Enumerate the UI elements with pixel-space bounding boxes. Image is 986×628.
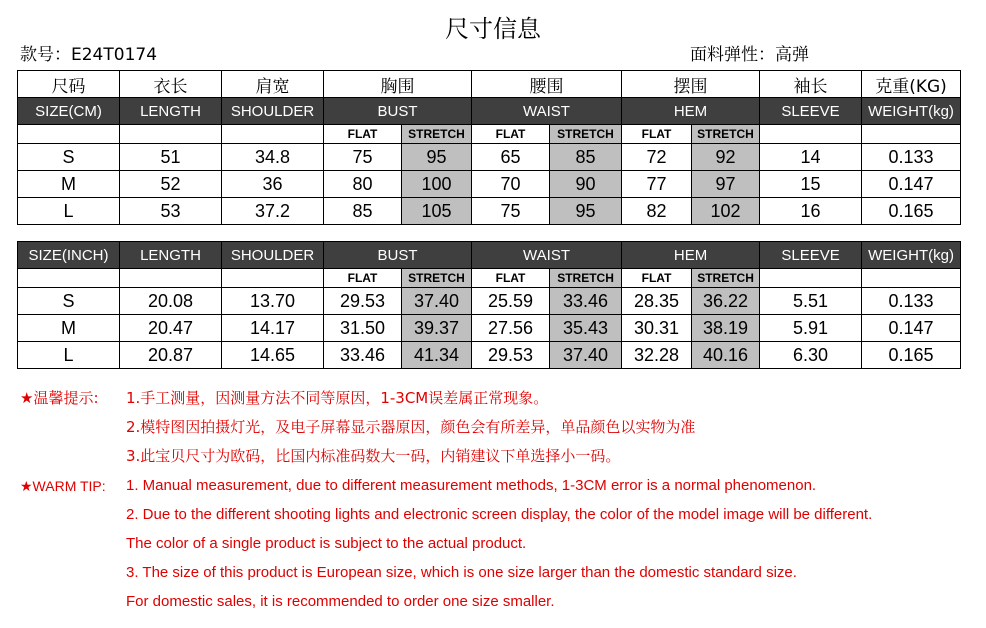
subheader-stretch: STRETCH	[402, 125, 472, 144]
cell-hem-stretch: 38.19	[692, 315, 760, 342]
cell-bust-flat: 33.46	[324, 342, 402, 369]
cell-shoulder: 13.70	[222, 288, 324, 315]
table-row	[18, 144, 961, 171]
cell-bust-stretch: 100	[402, 171, 472, 198]
size-table-inch	[17, 241, 961, 369]
cell-hem-stretch: 97	[692, 171, 760, 198]
header-shoulder: SHOULDER	[222, 242, 324, 269]
subheader-stretch: STRETCH	[550, 269, 622, 288]
header-weight: WEIGHT(kg)	[862, 242, 961, 269]
cell-bust-flat: 80	[324, 171, 402, 198]
warm-tip-label-cn: ★温馨提示:	[20, 389, 99, 407]
cell-weight: 0.133	[862, 144, 961, 171]
cell-shoulder: 36	[222, 171, 324, 198]
chinese-header-row	[18, 71, 961, 98]
cell-hem-flat: 30.31	[622, 315, 692, 342]
header-size: SIZE(INCH)	[18, 242, 120, 269]
header-row	[18, 242, 961, 269]
subheader-empty	[222, 269, 324, 288]
header-length: LENGTH	[120, 98, 222, 125]
cell-hem-flat: 82	[622, 198, 692, 225]
cell-waist-flat: 75	[472, 198, 550, 225]
subheader-empty	[18, 125, 120, 144]
cell-shoulder: 14.65	[222, 342, 324, 369]
cell-hem-stretch: 40.16	[692, 342, 760, 369]
cell-waist-flat: 25.59	[472, 288, 550, 315]
cell-shoulder: 37.2	[222, 198, 324, 225]
size-table-cm	[17, 70, 961, 225]
cn-header-size: 尺码	[18, 71, 120, 98]
header-waist: WAIST	[472, 98, 622, 125]
cell-hem-stretch: 36.22	[692, 288, 760, 315]
cell-hem-flat: 72	[622, 144, 692, 171]
cell-length: 53	[120, 198, 222, 225]
subheader-flat: FLAT	[622, 125, 692, 144]
header-waist: WAIST	[472, 242, 622, 269]
note-cn-line: 3.此宝贝尺寸为欧码，比国内标准码数大一码，内销建议下单选择小一码。	[126, 447, 621, 465]
cell-bust-stretch: 39.37	[402, 315, 472, 342]
cell-waist-stretch: 90	[550, 171, 622, 198]
table-row	[18, 171, 961, 198]
subheader-empty	[760, 269, 862, 288]
cell-weight: 0.165	[862, 342, 961, 369]
subheader-empty	[760, 125, 862, 144]
header-bust: BUST	[324, 98, 472, 125]
table-row	[18, 288, 961, 315]
cell-length: 51	[120, 144, 222, 171]
table-row	[18, 315, 961, 342]
header-bust: BUST	[324, 242, 472, 269]
subheader-stretch: STRETCH	[402, 269, 472, 288]
cell-sleeve: 16	[760, 198, 862, 225]
cell-waist-flat: 70	[472, 171, 550, 198]
subheader-stretch: STRETCH	[692, 125, 760, 144]
cell-bust-stretch: 95	[402, 144, 472, 171]
header-sleeve: SLEEVE	[760, 242, 862, 269]
cell-bust-stretch: 37.40	[402, 288, 472, 315]
cell-hem-flat: 28.35	[622, 288, 692, 315]
cell-size: S	[18, 144, 120, 171]
subheader-empty	[222, 125, 324, 144]
page-title: 尺寸信息	[445, 15, 541, 43]
note-en-line: 2. Due to the different shooting lights and electronic screen display, the color of the model image will be different.	[126, 506, 873, 523]
cell-weight: 0.147	[862, 315, 961, 342]
cell-weight: 0.133	[862, 288, 961, 315]
cell-hem-stretch: 92	[692, 144, 760, 171]
header-sleeve: SLEEVE	[760, 98, 862, 125]
header-shoulder: SHOULDER	[222, 98, 324, 125]
note-en-line: The color of a single product is subject to the actual product.	[126, 535, 527, 552]
cell-bust-flat: 29.53	[324, 288, 402, 315]
cell-size: M	[18, 315, 120, 342]
cell-waist-flat: 27.56	[472, 315, 550, 342]
cell-hem-flat: 32.28	[622, 342, 692, 369]
cell-waist-stretch: 95	[550, 198, 622, 225]
header-weight: WEIGHT(kg)	[862, 98, 961, 125]
table-row	[18, 198, 961, 225]
cell-waist-stretch: 37.40	[550, 342, 622, 369]
cell-bust-flat: 31.50	[324, 315, 402, 342]
cell-hem-stretch: 102	[692, 198, 760, 225]
cell-waist-flat: 29.53	[472, 342, 550, 369]
cell-length: 20.87	[120, 342, 222, 369]
cell-sleeve: 15	[760, 171, 862, 198]
subheader-empty	[862, 269, 961, 288]
subheader-flat: FLAT	[472, 269, 550, 288]
cn-header-weight: 克重(KG)	[862, 71, 961, 98]
cell-sleeve: 14	[760, 144, 862, 171]
subheader-stretch: STRETCH	[692, 269, 760, 288]
cell-sleeve: 5.91	[760, 315, 862, 342]
cell-size: S	[18, 288, 120, 315]
subheader-row	[18, 125, 961, 144]
cell-bust-stretch: 41.34	[402, 342, 472, 369]
note-en-line: 3. The size of this product is European size, which is one size larger than the domestic standard size.	[126, 564, 797, 581]
subheader-stretch: STRETCH	[550, 125, 622, 144]
cell-weight: 0.147	[862, 171, 961, 198]
cell-waist-flat: 65	[472, 144, 550, 171]
cell-waist-stretch: 85	[550, 144, 622, 171]
cell-waist-stretch: 35.43	[550, 315, 622, 342]
style-number: 款号：E24T0174	[20, 45, 158, 65]
cell-shoulder: 34.8	[222, 144, 324, 171]
cell-size: L	[18, 342, 120, 369]
cn-header-length: 衣长	[120, 71, 222, 98]
cn-header-sleeve: 袖长	[760, 71, 862, 98]
subheader-empty	[862, 125, 961, 144]
subheader-empty	[120, 269, 222, 288]
subheader-flat: FLAT	[324, 125, 402, 144]
cell-weight: 0.165	[862, 198, 961, 225]
subheader-empty	[120, 125, 222, 144]
cell-length: 20.08	[120, 288, 222, 315]
note-en-line: For domestic sales, it is recommended to order one size smaller.	[126, 593, 555, 610]
cell-hem-flat: 77	[622, 171, 692, 198]
note-en-line: 1. Manual measurement, due to different measurement methods, 1-3CM error is a normal phenomenon.	[126, 477, 817, 494]
cell-waist-stretch: 33.46	[550, 288, 622, 315]
header-hem: HEM	[622, 242, 760, 269]
cell-length: 20.47	[120, 315, 222, 342]
cell-bust-flat: 85	[324, 198, 402, 225]
cn-header-waist: 腰围	[472, 71, 622, 98]
fabric-elasticity: 面料弹性：高弹	[690, 45, 809, 65]
cn-header-bust: 胸围	[324, 71, 472, 98]
note-cn-line: 2.模特图因拍摄灯光，及电子屏幕显示器原因，颜色会有所差异，单品颜色以实物为准	[126, 418, 696, 436]
cell-sleeve: 5.51	[760, 288, 862, 315]
subheader-row	[18, 269, 961, 288]
header-row	[18, 98, 961, 125]
table-row	[18, 342, 961, 369]
cn-header-shoulder: 肩宽	[222, 71, 324, 98]
warm-tip-label-en: ★WARM TIP:	[20, 478, 106, 494]
cell-sleeve: 6.30	[760, 342, 862, 369]
cell-length: 52	[120, 171, 222, 198]
cell-bust-flat: 75	[324, 144, 402, 171]
header-size: SIZE(CM)	[18, 98, 120, 125]
cell-size: L	[18, 198, 120, 225]
cell-size: M	[18, 171, 120, 198]
subheader-flat: FLAT	[622, 269, 692, 288]
subheader-empty	[18, 269, 120, 288]
cell-bust-stretch: 105	[402, 198, 472, 225]
subheader-flat: FLAT	[472, 125, 550, 144]
subheader-flat: FLAT	[324, 269, 402, 288]
note-cn-line: 1.手工测量，因测量方法不同等原因，1-3CM误差属正常现象。	[126, 389, 549, 407]
header-hem: HEM	[622, 98, 760, 125]
cell-shoulder: 14.17	[222, 315, 324, 342]
header-length: LENGTH	[120, 242, 222, 269]
cn-header-hem: 摆围	[622, 71, 760, 98]
